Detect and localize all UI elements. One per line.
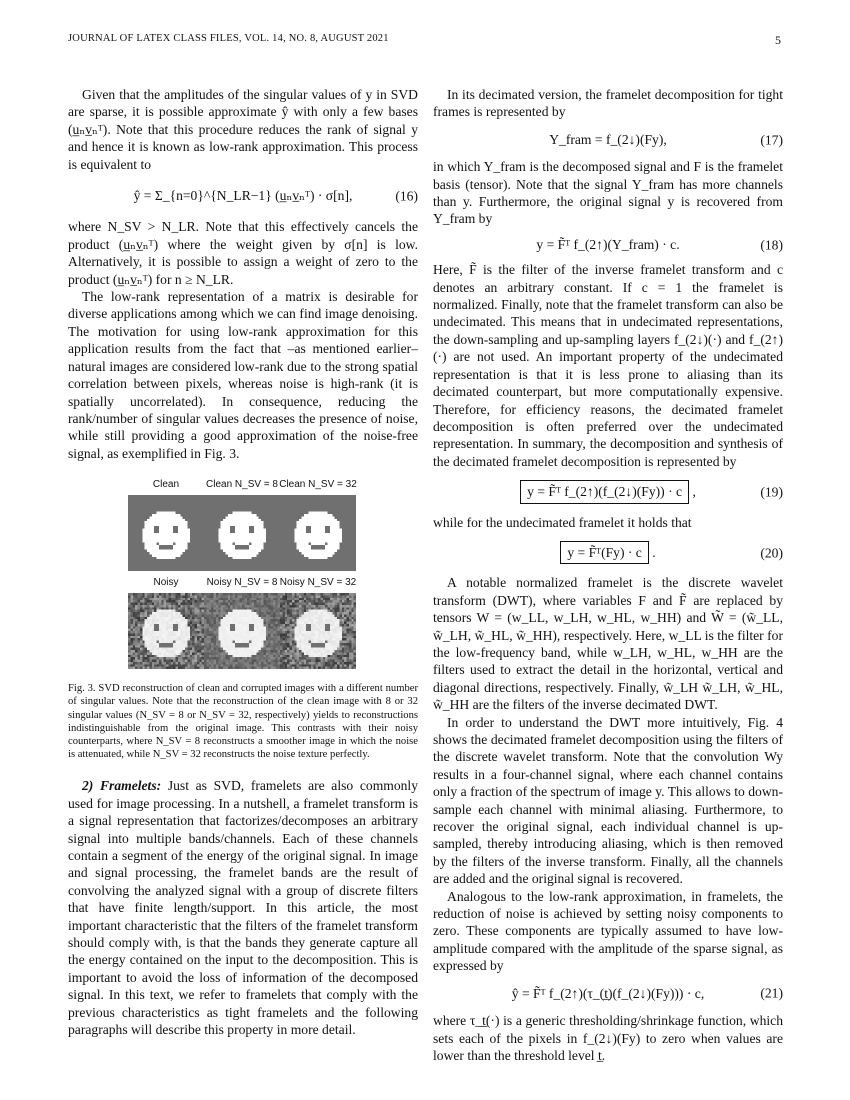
clean-image bbox=[128, 494, 204, 572]
running-header: JOURNAL OF LATEX CLASS FILES, VOL. 14, NO. 8, AUGUST 2021 bbox=[68, 33, 389, 44]
equation-18 bbox=[433, 236, 783, 253]
clean-nsv32-image bbox=[280, 494, 356, 572]
figure-caption: Fig. 3. SVD reconstruction of clean and corrupted images with a different number of singular values. Note that the reconstruction of the clean image with 8 or 32 singular values (N_SV = 8 or N_SV = 32, respectively) yields to reconstructions indistinguishable from the original image. This contrasts with their noisy counterparts, where N_SV = 8 reconstructs a smoother image in which the noise is attenuated, while N_SV = 32 reconstructs the noise texture perfectly. bbox=[68, 683, 418, 761]
noisy-nsv8-image bbox=[204, 592, 280, 670]
equation: y = F̃ᵀ f_(2↑)(Y_fram) · c. bbox=[536, 236, 680, 252]
paragraph: The low-rank representation of a matrix is desirable for diverse applications among which we can find image denoising. The motivation for using low-rank approximation for this application results from the fact that –as mentioned earlier– natural images are considered low-rank due to the strong spatial correlation between pixels, whereas noise is high-rank (it is spatially uncorrelated). In consequence, reducing the rank/number of singular values decreases the presence of noise, while still providing a good approximation of the noise-free signal, as exemplified in Fig. 3. bbox=[68, 289, 418, 461]
figure-label: Noisy N_SV = 32 bbox=[279, 577, 357, 589]
clean-nsv8-image bbox=[204, 494, 280, 572]
boxed-equation: y = F̃ᵀ(Fy) · c bbox=[560, 541, 649, 564]
paragraph: where τ_t̲(·) is a generic thresholding/shrinkage function, which sets each of the pixels in f_(2↓)(Fy) to zero when values are lower than the threshold level t̲. bbox=[433, 1013, 783, 1063]
equation-number: (19) bbox=[760, 484, 783, 500]
equation-punctuation: , bbox=[692, 484, 696, 500]
subsection-heading: 2) Framelets: bbox=[82, 778, 162, 794]
paragraph: Just as SVD, framelets are also commonly used for image processing. In a nutshell, a framelet transform is a signal representation that factorizes/decomposes an arbitrary signal into multiple bands/channels. Each of these channels contain a segment of the energy of the original signal. In image and signal processing, the framelet bands are the result of convolving the analyzed signal with a group of discrete filters that have finite length/support. In this article, the most important characteristic that the filters of the framelet transform should comply with, is that the bands they generate capture all the energy contained on the input to the decomposition. This is important to avoid the loss of information of the decomposed signal. In this text, we refer to framelets that comply with the previous characteristics as tight framelets and the following paragraphs will describe this property in more detail. bbox=[68, 778, 419, 1038]
paragraph: while for the undecimated framelet it holds that bbox=[433, 514, 692, 530]
figure-label: Noisy bbox=[153, 577, 179, 589]
equation-19 bbox=[433, 480, 783, 503]
paragraph: A notable normalized framelet is the discrete wavelet transform (DWT), where variables F and F̃ are replaced by tensors W = (w_LL, w_LH, w_HL, w_HH) and W̃ = (w̃_LL, w̃_LH, w̃_HL, w̃_HH), respectively. Here, w_LL is the filter for the low-frequency band, while w_LH, w_HL, w_HH are the filters used to extract the detail in the horizontal, vertical and diagonal directions, respectively. Finally, w̃_LH w̃_LH, w̃_HL, w̃_HH are the filters of the inverse decimated DWT. bbox=[433, 575, 783, 713]
paragraph: Here, F̃ is the filter of the inverse framelet transform and c denotes an arbitrary constant. If c = 1 the framelet is normalized. Finally, note that the framelet transform can also be undecimated. This means that in undecimated representations, the down-sampling and up-sampling layers f_(2↓)(·) and f_(2↑)(·) are not used. An important property of the undecimated representation is that it is less prone to aliasing than its decimated counterpart, but more computationally expensive. Therefore, for efficiency reasons, the decimated framelet decomposition is often preferred over the undecimated representation. In summary, the decomposition and synthesis of the decimated framelet decomposition is represented by bbox=[433, 262, 783, 469]
equation-number: (20) bbox=[760, 544, 783, 560]
paragraph: In its decimated version, the framelet decomposition for tight frames is represented by bbox=[433, 87, 783, 120]
paragraph: where N_SV > N_LR. Note that this effectively cancels the product (u̲ₙv̲ₙᵀ) where the weight given by σ[n] is low. Alternatively, it is possible to assign a weight of zero to the product (u̲ₙv̲ₙᵀ) for n ≥ N_LR. bbox=[68, 219, 418, 287]
equation-number: (16) bbox=[395, 188, 418, 204]
left-column bbox=[68, 86, 418, 1038]
equation: ŷ = Σ_{n=0}^{N_LR−1} (u̲ₙv̲ₙᵀ) · σ[n], bbox=[133, 188, 353, 204]
equation-punctuation: . bbox=[652, 544, 656, 560]
paragraph: Given that the amplitudes of the singular values of y in SVD are sparse, it is possible approximate ŷ with only a few bases (u̲ₙv̲ₙᵀ). Note that this procedure reduces the rank of signal y and hence it is known as low-rank approximation. This process is equivalent to bbox=[68, 87, 418, 172]
figure-3 bbox=[127, 478, 359, 668]
right-column bbox=[433, 86, 783, 1064]
equation-21 bbox=[433, 985, 783, 1002]
equation-17 bbox=[433, 131, 783, 148]
equation-16 bbox=[68, 187, 418, 204]
equation-number: (17) bbox=[760, 131, 783, 147]
figure-label: Noisy N_SV = 8 bbox=[206, 577, 278, 589]
paragraph: Analogous to the low-rank approximation, in framelets, the reduction of noise is achieved by setting noisy components to zero. These components are typically assumed to have low-amplitude compared with the amplitude of the sparse signal, as expressed by bbox=[433, 888, 783, 974]
figure-label: Clean N_SV = 8 bbox=[206, 479, 278, 491]
equation-number: (21) bbox=[760, 985, 783, 1001]
equation: Y_fram = f_(2↓)(Fy), bbox=[549, 131, 667, 147]
equation-20 bbox=[433, 541, 783, 564]
paragraph: in which Y_fram is the decomposed signal and F is the framelet basis (tensor). Note that the signal Y_fram has more channels than y. Furthermore, the original signal y is recovered from Y_fram by bbox=[433, 159, 783, 227]
figure-label: Clean N_SV = 32 bbox=[279, 479, 357, 491]
noisy-nsv32-image bbox=[280, 592, 356, 670]
page-number: 5 bbox=[775, 33, 782, 47]
figure-label: Clean bbox=[152, 479, 180, 491]
boxed-equation: y = F̃ᵀ f_(2↑)(f_(2↓)(Fy)) · c bbox=[520, 480, 689, 503]
equation: ŷ = F̃ᵀ f_(2↑)(τ_(t̲)(f_(2↓)(Fy))) · c, bbox=[511, 985, 705, 1001]
paragraph: In order to understand the DWT more intuitively, Fig. 4 shows the decimated framelet decomposition using the filters of the discrete wavelet transform. Note that the convolution Wy results in a four-channel signal, where each channel contains only a fraction of the spectrum of image y. This allows to down-sample each channel with minimal aliasing. Furthermore, to recover the original signal, each individual channel is up-sampled, thereby introducing aliasing, which is then removed by the filters of the inverse transform. Finally, all the channels are added and the original signal is recovered. bbox=[433, 714, 783, 887]
noisy-image bbox=[128, 592, 204, 670]
equation-number: (18) bbox=[760, 236, 783, 252]
